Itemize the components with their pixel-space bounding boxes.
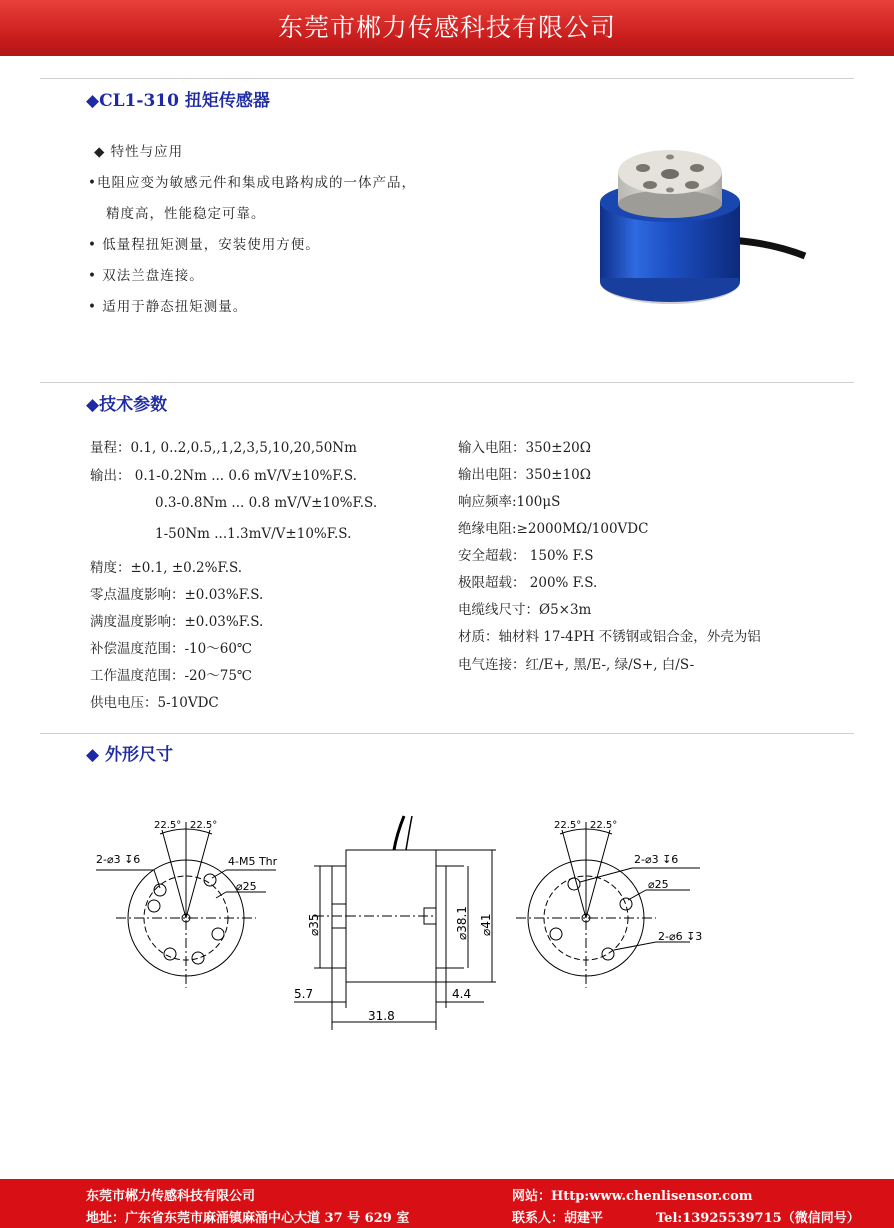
divider <box>40 733 854 734</box>
spec-supply: 供电电压：5-10VDC <box>90 695 219 711</box>
feature-item: • 双法兰盘连接。 <box>88 268 204 284</box>
feature-item: • 适用于静态扭矩测量。 <box>88 299 248 315</box>
spec-wiring: 电气连接：红/E+, 黑/E-, 绿/S+, 白/S- <box>458 657 695 673</box>
spec-limit-overload: 极限超载： 200% F.S. <box>458 575 598 591</box>
label-pcd-right: ⌀25 <box>648 878 669 891</box>
spec-output-row: 1-50Nm ...1.3mV/V±10%F.S. <box>155 526 352 542</box>
label-threads: 4-M5 Thr <box>228 855 278 868</box>
divider <box>40 78 854 79</box>
label-angle1: 22.5° <box>154 820 182 831</box>
footer-company: 东莞市郴力传感科技有限公司 <box>86 1189 256 1204</box>
label-angle1-right: 22.5° <box>554 820 582 831</box>
label-pcd: ⌀25 <box>236 880 257 893</box>
feature-item: •电阻应变为敏感元件和集成电路构成的一体产品， <box>88 175 416 191</box>
label-w1: 5.7 <box>294 987 314 1001</box>
spec-input-res: 输入电阻：350±20Ω <box>458 440 591 456</box>
page-header <box>0 0 894 56</box>
side-view-drawing <box>284 808 514 1038</box>
specs-heading: ◆技术参数 <box>86 395 168 415</box>
features-heading: ◆ 特性与应用 <box>94 144 184 160</box>
spec-span-temp: 满度温度影响：±0.03%F.S. <box>90 614 264 630</box>
spec-output-res: 输出电阻：350±10Ω <box>458 467 591 483</box>
footer-website[interactable]: 网站：Http:www.chenlisensor.com <box>512 1189 753 1204</box>
label-holes2-right: 2-⌀6 ↧3 <box>658 930 703 943</box>
label-d3: ⌀41 <box>479 913 493 936</box>
sensor-photo <box>590 130 810 320</box>
dimensions-heading: ◆ 外形尺寸 <box>86 745 173 765</box>
spec-output-row: 0.3-0.8Nm ... 0.8 mV/V±10%F.S. <box>155 495 378 511</box>
left-view-drawing <box>86 808 286 998</box>
spec-accuracy: 精度：±0.1, ±0.2%F.S. <box>90 560 243 576</box>
footer-contact: 联系人：胡建平 <box>512 1211 604 1226</box>
spec-response: 响应频率:100μS <box>458 494 561 510</box>
spec-safe-overload: 安全超载： 150% F.S <box>458 548 594 564</box>
company-title: 东莞市郴力传感科技有限公司 <box>277 13 616 42</box>
spec-comp-range: 补偿温度范围：-10～60℃ <box>90 641 253 657</box>
label-holes: 2-⌀3 ↧6 <box>96 853 141 866</box>
label-w2: 4.4 <box>452 987 472 1001</box>
page-footer <box>0 1179 894 1228</box>
label-d2: ⌀38.1 <box>455 906 469 940</box>
label-d1: ⌀35 <box>307 913 321 936</box>
feature-item: • 低量程扭矩测量，安装使用方便。 <box>88 237 320 253</box>
label-w3: 31.8 <box>368 1009 395 1023</box>
feature-item: 精度高，性能稳定可靠。 <box>106 206 266 222</box>
label-angle2: 22.5° <box>190 820 218 831</box>
label-angle2-right: 22.5° <box>590 820 618 831</box>
product-title: ◆CL1-310 扭矩传感器 <box>86 91 270 111</box>
label-holes-right: 2-⌀3 ↧6 <box>634 853 679 866</box>
spec-work-range: 工作温度范围：-20～75℃ <box>90 668 253 684</box>
spec-material: 材质：轴材料 17-4PH 不锈钢或铝合金，外壳为铝 <box>458 629 761 645</box>
spec-range: 量程：0.1, 0..2,0.5,,1,2,3,5,10,20,50Nm <box>90 440 357 456</box>
footer-address: 地址：广东省东莞市麻涌镇麻涌中心大道 37 号 629 室 <box>86 1211 410 1226</box>
spec-output: 输出： 0.1-0.2Nm ... 0.6 mV/V±10%F.S. <box>90 468 357 484</box>
spec-insulation: 绝缘电阻:≥2000MΩ/100VDC <box>458 521 649 537</box>
spec-cable: 电缆线尺寸：Ø5×3m <box>458 602 592 618</box>
right-view-drawing <box>510 808 720 998</box>
footer-tel: Tel:13925539715（微信同号） <box>656 1211 860 1226</box>
spec-zero-temp: 零点温度影响：±0.03%F.S. <box>90 587 264 603</box>
divider <box>40 382 854 383</box>
